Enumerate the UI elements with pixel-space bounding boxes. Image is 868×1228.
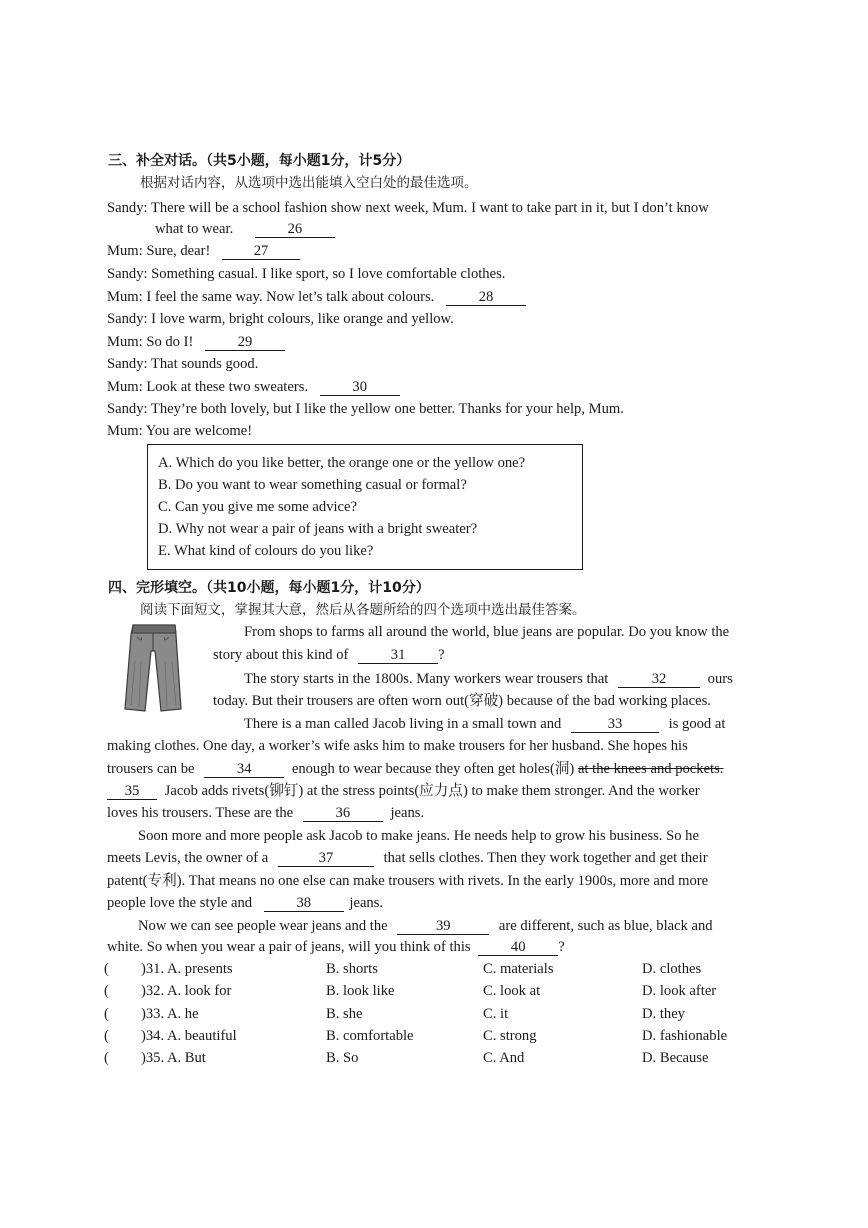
question-option-c: C. it: [483, 1006, 509, 1022]
question-option-d: D. clothes: [642, 961, 702, 977]
dialogue-line: Sandy: There will be a school fashion show next week, Mum. I want to take part in it, but I don’t know: [107, 200, 709, 216]
dialogue-line: Mum: You are welcome!: [107, 423, 253, 439]
section-3-instruction: 根据对话内容，从选项中选出能填入空白处的最佳选项。: [140, 175, 478, 191]
question-option-c: C. And: [483, 1050, 525, 1066]
question-option-d: D. look after: [642, 983, 717, 999]
passage-line: making clothes. One day, a worker’s wife asks him to make trousers for her husband. She hopes his: [107, 738, 688, 754]
passage-text: is good at: [668, 716, 726, 732]
answer-blank-32: 32: [618, 671, 700, 688]
passage-line: [107, 759, 723, 779]
passage-text: loves his trousers. These are the: [107, 805, 294, 821]
passage-text: people love the style and: [107, 895, 253, 911]
answer-blank-27: 27: [222, 243, 300, 260]
question-option-a: )32. A. look for: [141, 983, 232, 999]
passage-text: ?: [558, 939, 565, 955]
question-option-b: B. she: [326, 1006, 363, 1022]
passage-line: [107, 803, 424, 823]
passage-text: story about this kind of: [213, 647, 349, 663]
answer-paren[interactable]: (: [104, 1006, 109, 1022]
passage-text: ?: [438, 647, 445, 663]
passage-text: enough to wear because they often get holes(洞): [291, 761, 575, 777]
option-d: D. Why not wear a pair of jeans with a bright sweater?: [158, 521, 478, 537]
dialogue-line: [155, 219, 335, 239]
section-4-title: 四、完形填空。（共10小题，每小题1分，计10分）: [108, 580, 430, 596]
answer-blank-28: 28: [446, 289, 526, 306]
passage-line: [107, 781, 700, 801]
question-option-c: C. materials: [483, 961, 554, 977]
question-option-b: B. shorts: [326, 961, 378, 977]
dialogue-line: [107, 377, 400, 397]
answer-blank-34: 34: [204, 761, 284, 778]
answer-blank-26: 26: [255, 221, 335, 238]
question-option-a: )33. A. he: [141, 1006, 199, 1022]
answer-blank-30: 30: [320, 379, 400, 396]
passage-text: meets Levis, the owner of a: [107, 850, 269, 866]
option-b: B. Do you want to wear something casual or formal?: [158, 477, 467, 493]
passage-text: trousers can be: [107, 761, 195, 777]
passage-line: Soon more and more people ask Jacob to make jeans. He needs help to grow his business. So he: [138, 828, 699, 844]
question-option-a: )31. A. presents: [141, 961, 233, 977]
passage-line: [107, 937, 565, 957]
passage-text: Now we can see people wear jeans and the: [138, 918, 388, 934]
dialogue-text: Mum: Look at these two sweaters.: [107, 379, 309, 395]
options-box: [147, 444, 583, 570]
dialogue-line: Sandy: I love warm, bright colours, like orange and yellow.: [107, 311, 454, 327]
answer-blank-38: 38: [264, 895, 344, 912]
passage-line: [138, 916, 713, 936]
answer-blank-31: 31: [358, 647, 438, 664]
question-option-a: )35. A. But: [141, 1050, 206, 1066]
passage-line: patent(专利). That means no one else can make trousers with rivets. In the early 1900s, more and more: [107, 873, 709, 889]
question-option-d: D. Because: [642, 1050, 709, 1066]
section-3-title: 三、补全对话。（共5小题，每小题1分，计5分）: [108, 153, 411, 169]
question-option-b: B. So: [326, 1050, 359, 1066]
question-option-d: D. they: [642, 1006, 685, 1022]
passage-text: There is a man called Jacob living in a small town and: [244, 716, 562, 732]
passage-line: [213, 645, 445, 665]
passage-text: are different, such as blue, black and: [498, 918, 713, 934]
question-option-b: B. comfortable: [326, 1028, 414, 1044]
passage-text: ours: [707, 671, 733, 687]
passage-text: Jacob adds rivets(铆钉) at the stress points(应力点) to make them stronger. And the worker: [164, 783, 700, 799]
answer-blank-33: 33: [571, 716, 659, 733]
question-option-a: )34. A. beautiful: [141, 1028, 237, 1044]
answer-paren[interactable]: (: [104, 983, 109, 999]
dialogue-line: [107, 332, 285, 352]
dialogue-line: [107, 241, 300, 261]
dialogue-text: what to wear.: [155, 221, 234, 237]
dialogue-line: Sandy: They’re both lovely, but I like the yellow one better. Thanks for your help, Mum.: [107, 401, 624, 417]
option-c: C. Can you give me some advice?: [158, 499, 357, 515]
passage-line: [107, 893, 383, 913]
dialogue-line: [107, 287, 526, 307]
jeans-image: [121, 621, 187, 715]
passage-text-struck: at the knees and pockets.: [577, 761, 724, 777]
passage-line: [244, 714, 725, 734]
answer-blank-40: 40: [478, 939, 558, 956]
question-option-b: B. look like: [326, 983, 395, 999]
passage-text: that sells clothes. Then they work together and get their: [383, 850, 708, 866]
section-4-instruction: 阅读下面短文，掌握其大意，然后从各题所给的四个选项中选出最佳答案。: [140, 602, 586, 618]
dialogue-text: Mum: Sure, dear!: [107, 243, 211, 259]
dialogue-line: Sandy: That sounds good.: [107, 356, 259, 372]
answer-blank-35: 35: [107, 783, 157, 800]
answer-blank-39: 39: [397, 918, 489, 935]
passage-line: From shops to farms all around the world, blue jeans are popular. Do you know the: [244, 624, 730, 640]
passage-text: white. So when you wear a pair of jeans, will you think of this: [107, 939, 471, 955]
passage-text: jeans.: [349, 895, 384, 911]
passage-line: [244, 669, 733, 689]
answer-paren[interactable]: (: [104, 1028, 109, 1044]
question-option-c: C. strong: [483, 1028, 537, 1044]
answer-paren[interactable]: (: [104, 1050, 109, 1066]
answer-blank-29: 29: [205, 334, 285, 351]
dialogue-text: Mum: I feel the same way. Now let’s talk about colours.: [107, 289, 435, 305]
option-a: A. Which do you like better, the orange one or the yellow one?: [158, 455, 526, 471]
answer-blank-36: 36: [303, 805, 383, 822]
dialogue-line: Sandy: Something casual. I like sport, so I love comfortable clothes.: [107, 266, 506, 282]
question-option-d: D. fashionable: [642, 1028, 728, 1044]
passage-line: today. But their trousers are often worn out(穿破) because of the bad working places.: [213, 693, 711, 709]
option-e: E. What kind of colours do you like?: [158, 543, 374, 559]
answer-paren[interactable]: (: [104, 961, 109, 977]
answer-blank-37: 37: [278, 850, 374, 867]
passage-text: The story starts in the 1800s. Many workers wear trousers that: [244, 671, 609, 687]
passage-line: [107, 848, 708, 868]
dialogue-text: Mum: So do I!: [107, 334, 194, 350]
passage-text: jeans.: [390, 805, 425, 821]
question-option-c: C. look at: [483, 983, 541, 999]
